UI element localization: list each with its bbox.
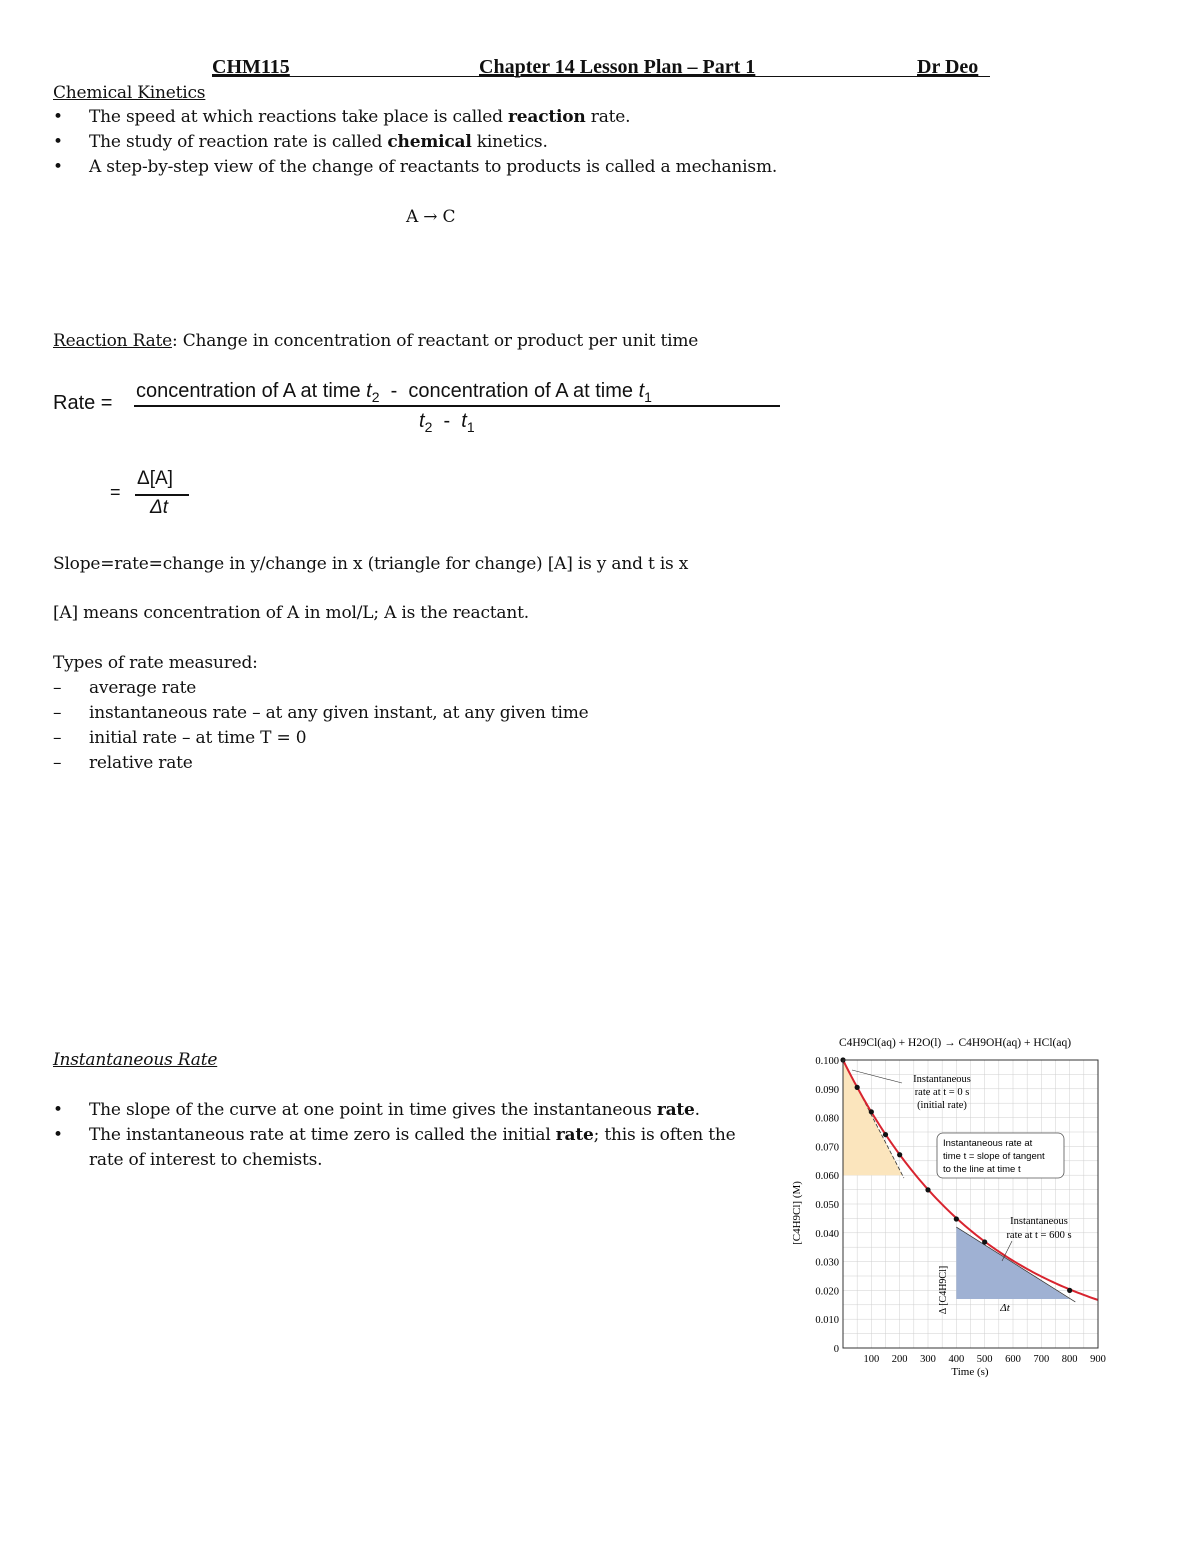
x-tick-label: 300	[920, 1354, 936, 1365]
kinetics-bullet-2: The study of reaction rate is called chemical kinetics.	[89, 132, 548, 152]
rate-type-item: instantaneous rate – at any given instant, at any given time	[89, 703, 589, 723]
delta-concentration-label: Δ [C4H9Cl]	[938, 1265, 949, 1315]
annotation-initial-1: Instantaneous	[913, 1074, 971, 1085]
data-point	[897, 1152, 902, 1157]
x-tick-label: 500	[976, 1354, 993, 1365]
rate-types-heading: Types of rate measured:	[53, 653, 258, 673]
y-tick-label: 0.040	[815, 1228, 839, 1240]
instantaneous-bullet-2-cont: rate of interest to chemists.	[89, 1150, 323, 1170]
x-tick-label: 600	[1005, 1354, 1021, 1365]
annotation-600-1: Instantaneous	[1010, 1216, 1068, 1227]
y-tick-label: 0.090	[815, 1084, 839, 1096]
slope-note: Slope=rate=change in y/change in x (triangle for change) [A] is y and t is x	[53, 554, 689, 574]
author-name: Dr Deo	[917, 56, 979, 78]
rate-type-item: relative rate	[89, 753, 193, 773]
data-point	[883, 1132, 888, 1137]
data-point	[855, 1085, 860, 1090]
reaction-rate-definition: Reaction Rate: Change in concentration of reactant or product per unit time	[53, 331, 699, 351]
rate-numerator: concentration of A at time $t_2$ - concentration of A at time $t_1$	[136, 380, 652, 405]
y-tick-label: 0.080	[815, 1113, 839, 1125]
kinetics-heading: Chemical Kinetics	[53, 83, 206, 103]
data-point	[1067, 1288, 1072, 1293]
bullet-dot: •	[53, 107, 63, 127]
y-tick-label: 0.100	[815, 1056, 839, 1067]
dash-bullet: –	[53, 753, 62, 773]
instantaneous-bullet-1: The slope of the curve at one point in time gives the instantaneous rate.	[89, 1100, 700, 1120]
reaction-equation: A → C	[406, 207, 456, 227]
data-point	[869, 1109, 874, 1114]
y-tick-label: 0.060	[815, 1171, 839, 1183]
fraction-bar-delta	[135, 494, 189, 496]
document-title: Chapter 14 Lesson Plan – Part 1	[479, 56, 756, 78]
dash-bullet: –	[53, 728, 62, 748]
instantaneous-heading: Instantaneous Rate	[53, 1050, 218, 1070]
annotation-box-3: to the line at time t	[943, 1164, 1021, 1175]
x-tick-label: 100	[863, 1354, 880, 1365]
annotation-600-2: rate at t = 600 s	[1006, 1230, 1072, 1241]
annotation-leader	[852, 1070, 902, 1083]
annotation-box-2: time t = slope of tangent	[943, 1151, 1045, 1162]
rate-label: Rate =	[53, 392, 113, 414]
kinetics-bullet-3: A step-by-step view of the change of reactants to products is called a mechanism.	[89, 157, 778, 177]
y-tick-label: 0.010	[815, 1315, 839, 1327]
bullet-dot: •	[53, 132, 63, 152]
data-point	[925, 1187, 930, 1192]
bullet-dot: •	[53, 1100, 63, 1120]
equals-sign: =	[110, 482, 121, 502]
y-tick-label: 0	[833, 1344, 839, 1355]
x-tick-label: 200	[891, 1354, 908, 1365]
x-tick-label: 800	[1061, 1354, 1078, 1365]
y-tick-label: 0.070	[815, 1142, 839, 1154]
kinetics-bullet-1: The speed at which reactions take place is called reaction rate.	[89, 107, 631, 127]
annotation-initial-2: rate at t = 0 s	[914, 1087, 970, 1098]
x-axis-label: Time (s)	[951, 1366, 989, 1378]
chart-title: C4H9Cl(aq) + H2O(l) → C4H9OH(aq) + HCl(aq)	[838, 1037, 1072, 1049]
rate-denominator: $t_2 - t_1$	[419, 410, 475, 435]
y-tick-label: 0.030	[815, 1257, 839, 1269]
bullet-dot: •	[53, 1125, 63, 1145]
x-tick-label: 900	[1090, 1354, 1106, 1365]
dash-bullet: –	[53, 678, 62, 698]
annotation-box-1: Instantaneous rate at	[943, 1138, 1033, 1149]
dash-bullet: –	[53, 703, 62, 723]
y-axis-label: [C4H9Cl] (M)	[791, 1181, 803, 1245]
annotation-initial-3: (initial rate)	[917, 1100, 967, 1111]
concentration-note: [A] means concentration of A in mol/L; A is the reactant.	[53, 603, 529, 623]
delta-a: Δ[A]	[137, 468, 173, 489]
data-point	[954, 1216, 959, 1221]
delta-t: Δt	[150, 497, 169, 518]
y-tick-label: 0.020	[815, 1286, 839, 1298]
instantaneous-bullet-2: The instantaneous rate at time zero is called the initial rate; this is often the	[89, 1125, 736, 1145]
rate-type-item: initial rate – at time T = 0	[89, 728, 307, 748]
y-tick-label: 0.050	[815, 1200, 839, 1211]
rate-type-item: average rate	[89, 678, 197, 698]
data-point	[982, 1239, 987, 1244]
x-tick-label: 700	[1033, 1354, 1050, 1365]
fraction-bar	[134, 405, 780, 407]
delta-t-label: Δt	[1000, 1302, 1010, 1314]
bullet-dot: •	[53, 157, 63, 177]
course-code: CHM115	[212, 56, 290, 78]
concentration-time-chart	[780, 1028, 1120, 1388]
x-tick-label: 400	[948, 1354, 965, 1365]
